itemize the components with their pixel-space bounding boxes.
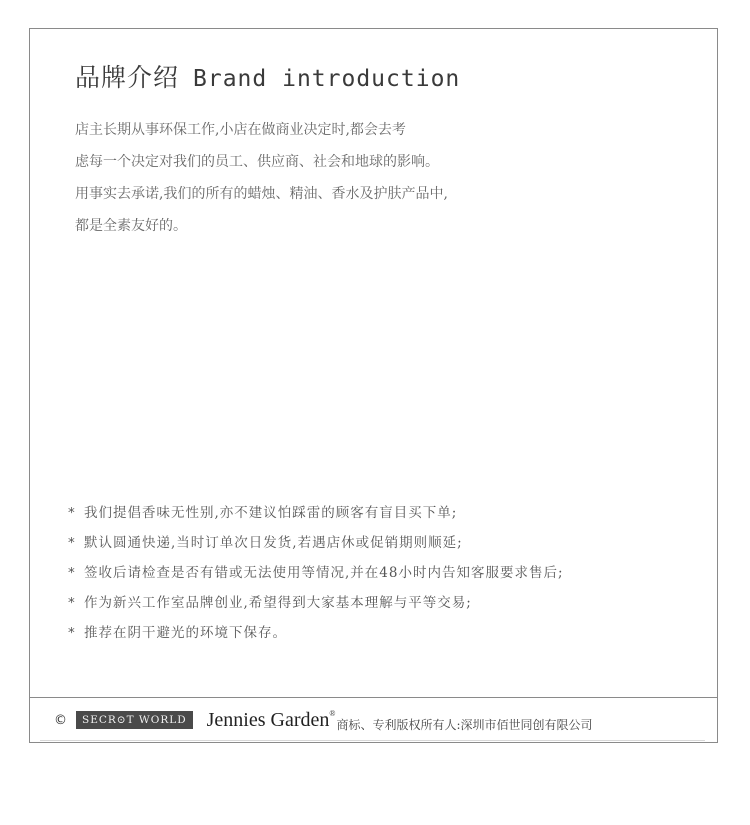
bullet-star: *: [68, 625, 76, 641]
registered-mark: ®: [329, 708, 336, 718]
section-heading: [75, 58, 460, 94]
secret-world-badge: SECR⊙T WORLD: [76, 711, 193, 729]
brand-intro-text: [75, 114, 448, 242]
notice-item: [68, 588, 564, 618]
notice-list: [68, 498, 564, 648]
notice-item: [68, 558, 564, 588]
notice-text: 签收后请检查是否有错或无法使用等情况,并在48小时内告知客服要求售后;: [84, 565, 564, 581]
notice-text: 作为新兴工作室品牌创业,希望得到大家基本理解与平等交易;: [84, 595, 472, 611]
brand-name: [207, 709, 336, 732]
heading-chinese: 品牌介绍: [75, 63, 180, 92]
notice-text: 默认圆通快递,当时订单次日发货,若遇店休或促销期则顺延;: [84, 535, 463, 551]
notice-item: [68, 528, 564, 558]
bullet-star: *: [68, 505, 76, 521]
copyright-icon: ©: [54, 712, 67, 728]
brand-text: Jennies Garden: [206, 708, 330, 731]
intro-line: 都是全素友好的。: [75, 218, 187, 234]
footer: [54, 706, 593, 734]
intro-line: 虑每一个决定对我们的员工、供应商、社会和地球的影响。: [75, 154, 439, 170]
intro-line: 店主长期从事环保工作,小店在做商业决定时,都会去考: [75, 122, 406, 138]
notice-item: [68, 618, 564, 648]
intro-line: 用事实去承诺,我们的所有的蜡烛、精油、香水及护肤产品中,: [75, 186, 448, 202]
trademark-owner: 商标、专利版权所有人:深圳市佰世同创有限公司: [336, 717, 593, 732]
heading-english: Brand introduction: [193, 66, 461, 92]
footer-underline: [40, 740, 705, 741]
bullet-star: *: [68, 535, 76, 551]
notice-text: 我们提倡香味无性别,亦不建议怕踩雷的顾客有盲目买下单;: [84, 505, 458, 521]
footer-divider: [30, 697, 718, 698]
notice-text: 推荐在阴干避光的环境下保存。: [84, 625, 287, 641]
bullet-star: *: [68, 565, 76, 581]
notice-item: [68, 498, 564, 528]
bullet-star: *: [68, 595, 76, 611]
